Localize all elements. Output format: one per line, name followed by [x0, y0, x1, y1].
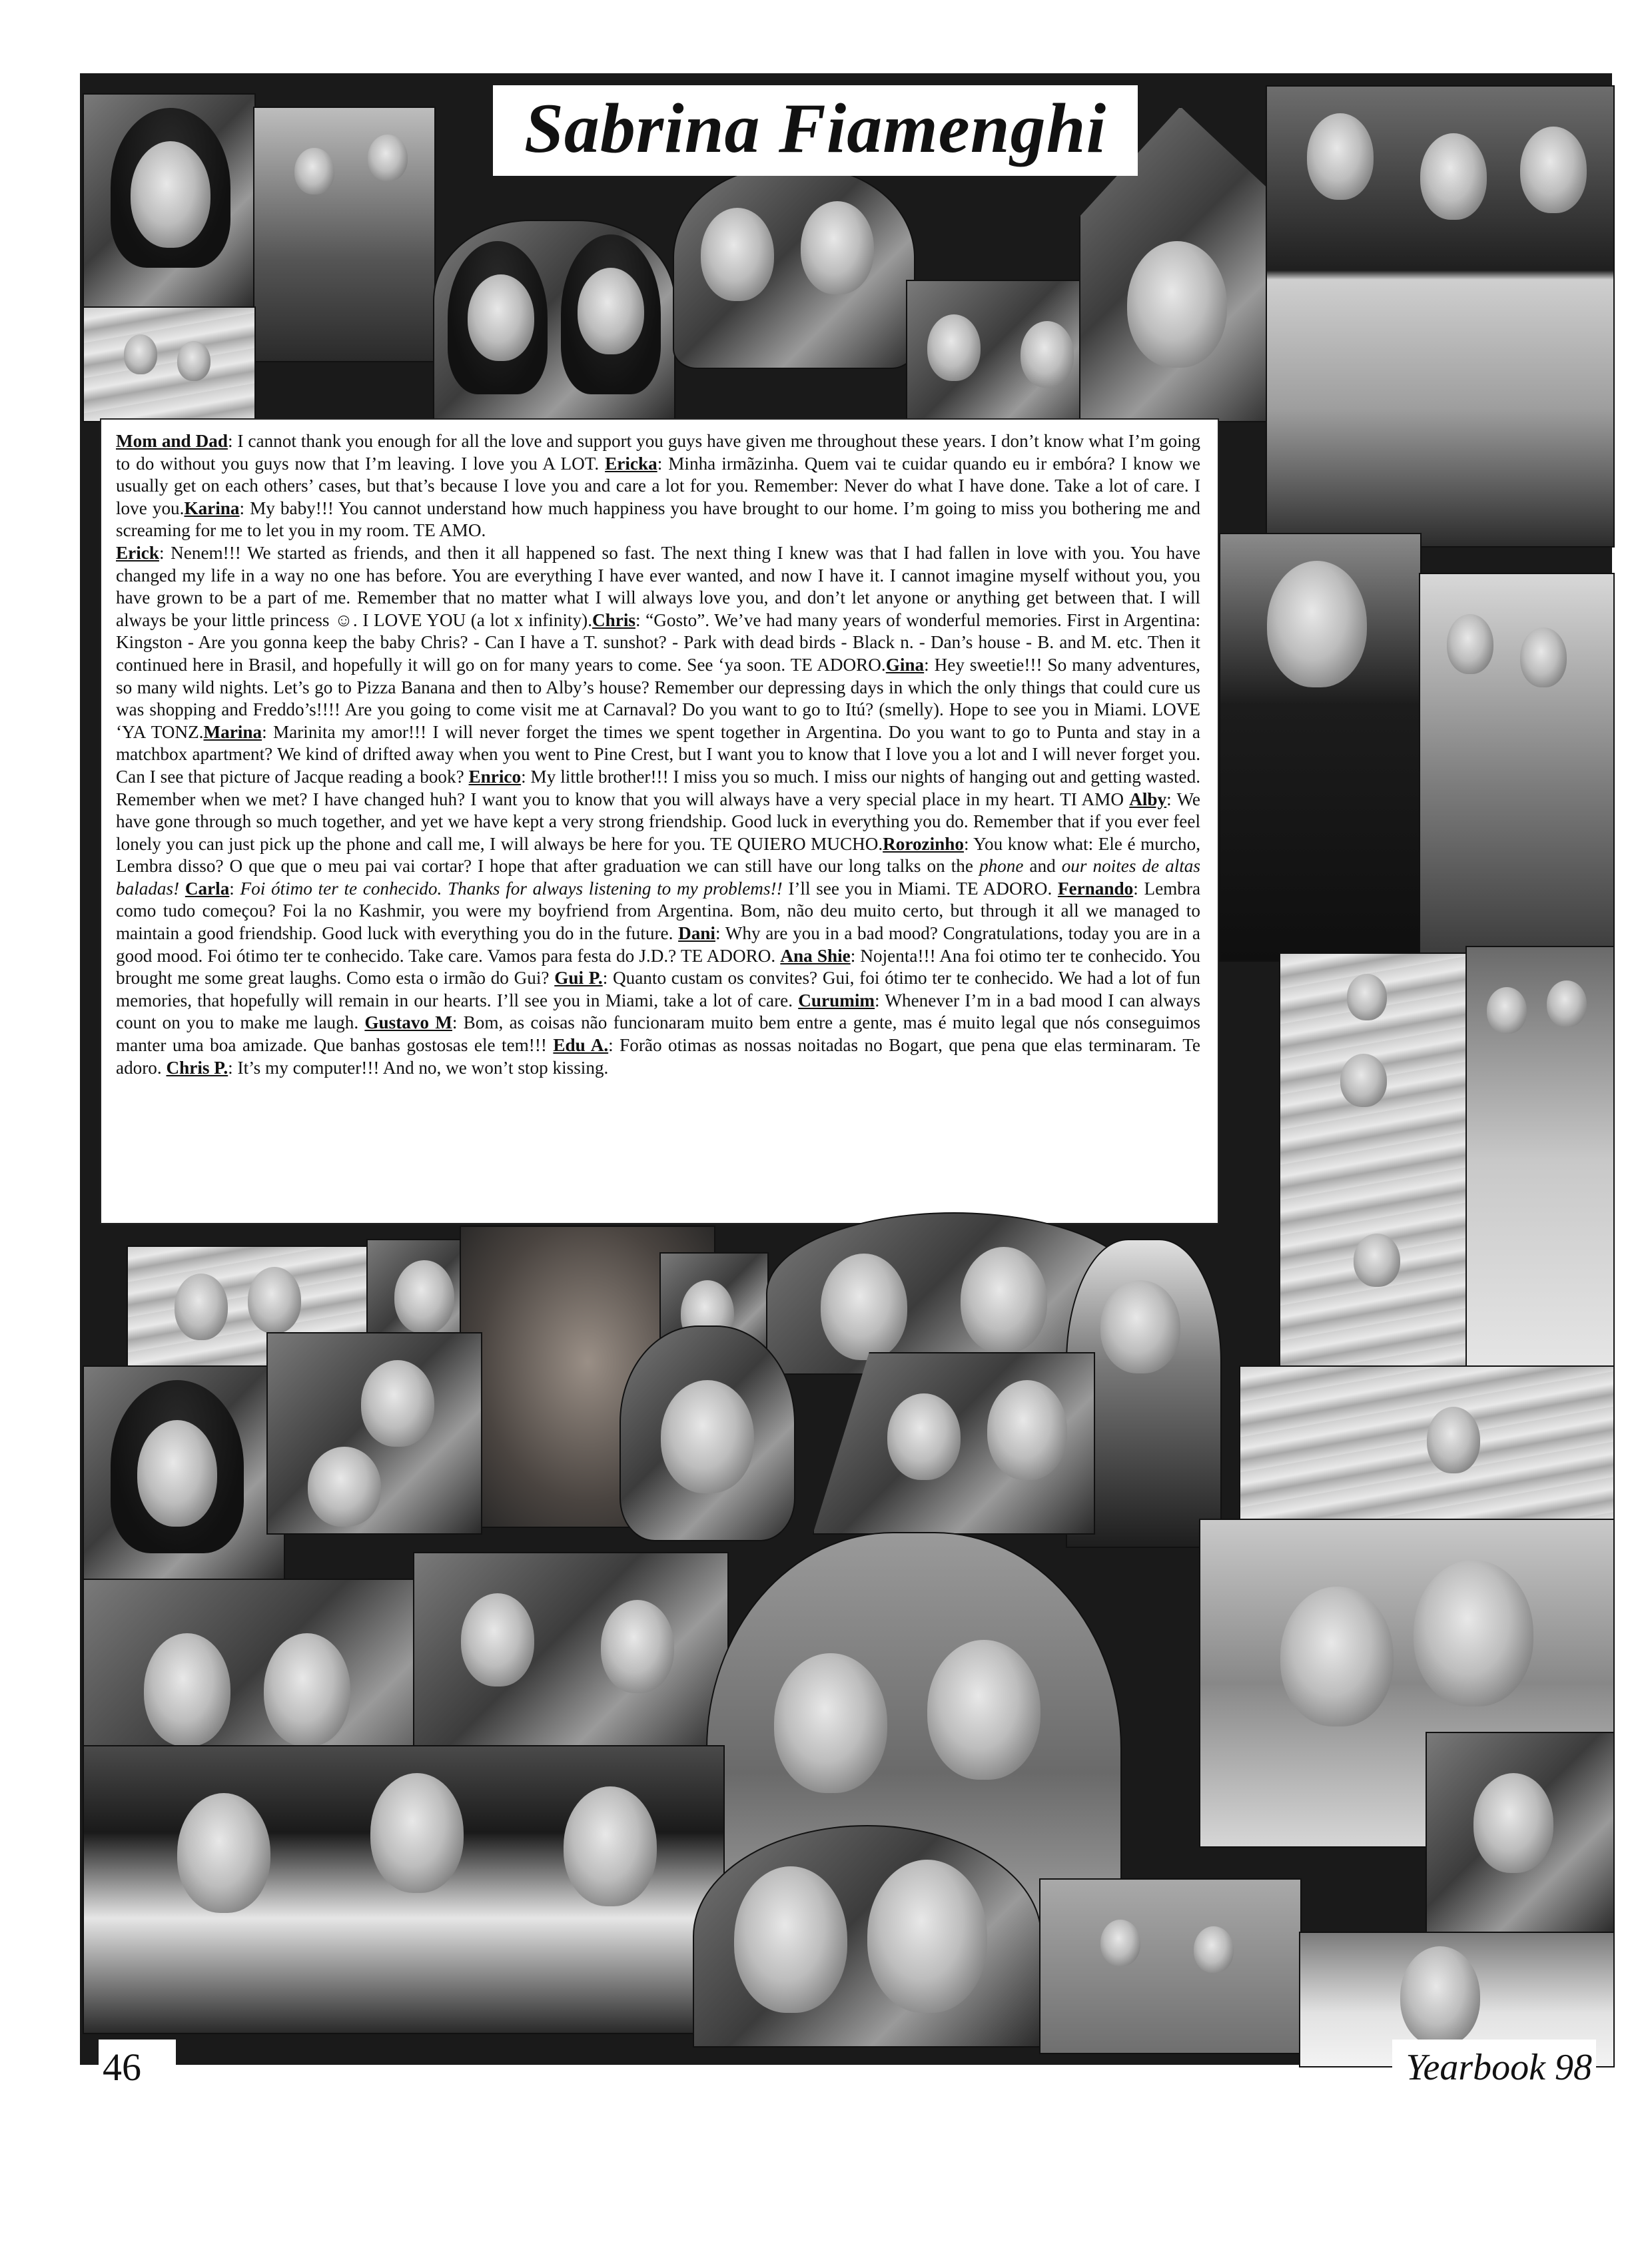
friend-name: Gina [885, 654, 925, 675]
message-text: : Hey sweetie!!! So many adventures, so many wild nights. Let’s go to Pizza Banana and then to Alby’s house? Remember our depressing days in which the only things that could cure us was shopping and Freddo’s!!!! Are you going to come visit me at Carnaval? Do you want to go to Itú? (smelly). Hope to see you in Miami. LOVE ‘YA TONZ. [116, 654, 1200, 742]
friend-name: Ericka [605, 453, 657, 474]
friend-name: Dani [678, 923, 715, 944]
photo-boys-caps [266, 1332, 482, 1535]
photo-two-girls-standing [1465, 946, 1615, 1375]
photo-portrait-top-left [83, 93, 256, 308]
photo-girl-sunglasses [620, 1325, 795, 1541]
friend-name: Ana Shie [780, 945, 851, 966]
friend-name: Edu A. [553, 1035, 609, 1056]
friend-name: Chris P. [166, 1057, 228, 1078]
friend-name: Karina [184, 498, 240, 518]
photo-pool-stacked-friends [1279, 952, 1481, 1375]
photo-two-girls [433, 220, 675, 422]
message-text: : My baby!!! You cannot understand how much happiness you have brought to our home. I’m going to miss you bothering me and screaming for me to let you in my room. TE AMO. [116, 498, 1201, 541]
message-text: : Minha irmãzinha. Quem vai te cuidar quando eu ir embóra? I know we usually get on each others’ cases, but that’s because I love you and care a lot for you. Remember: Never do what I have done. Take a lot of care. I love you. [116, 453, 1200, 518]
friend-name: Curumim [798, 990, 875, 1010]
friend-name: Erick [116, 542, 159, 563]
message-text: : Whenever I’m in a bad mood I can always count on you to make me laugh. [116, 990, 1200, 1033]
photo-girl-white-shirt [1426, 1732, 1615, 1934]
message-text: : You know what: Ele é murcho, Lembra disso? O que que o meu pai vai cortar? I hope that after graduation we can still have our long talks on the [116, 833, 1200, 877]
friend-name: Chris [592, 609, 635, 630]
friend-name: Rorozinho [883, 833, 965, 854]
message-paragraph-friends [116, 542, 1200, 1079]
photo-couple-close [673, 167, 915, 369]
message-text: : Lembra como tudo começou? Foi la no Kashmir, you were my boyfriend from Argentina. Bom, não deu muito certo, but through it all we managed to maintain a good friendship. Good luck with everything you do in the future. [116, 878, 1201, 944]
photo-boy-portrait [1219, 533, 1422, 962]
message-text: : [229, 878, 240, 899]
message-text: : Quanto custam os convites? Gui, foi ótimo ter te conhecido. We had a lot of fun memories, that hopefully will remain in our hearts. I’ll see you in Miami, take a lot of care. [116, 968, 1201, 1010]
message-text-italic: our noites de altas baladas! [116, 856, 1200, 899]
friend-name: Marina [203, 721, 262, 742]
friend-name: Mom and Dad [116, 431, 228, 451]
photo-trio-formal [83, 1745, 725, 2034]
friend-name: Fernando [1057, 878, 1134, 899]
message-text: : Nojenta!!! Ana foi otimo ter te conhecido. You brought me some great laughs. Como esta o irmão do Gui? [116, 945, 1200, 988]
message-text: : Why are you in a bad mood? Congratulations, today you are in a good mood. Foi ótimo ter te conhecido. Take care. Vamos para festa do J.D.? TE ADORO. [116, 923, 1200, 966]
message-text: : We have gone through so much together, and yet we have kept a very strong friendship. Good luck in everything you do. Remember that if you ever feel lonely you can just pick up the phone and call me, I will always be here for you. TE QUIERO MUCHO. [116, 789, 1200, 854]
photo-pool-couple-small [83, 306, 256, 422]
photo-two-boys [413, 1552, 729, 1748]
message-text: : I cannot thank you enough for all the love and support you guys have given me throughout these years. I don’t know what I’m going to do without you guys now that I’m leaving. I love you A LOT. [116, 431, 1200, 474]
friend-name: Gui P. [554, 968, 603, 988]
message-text: : Nenem!!! We started as friends, and then it all happened so fast. The next thing I knew was that I had fallen in love with you. You have changed my life in a way no one has before. You are everything I have ever wanted, and now I have it. I cannot imagine myself without you, you have grown to be a part of me. Remember that no matter what I will always love you, and don’t let anyone or anything get between that. I will always be your little princess ☺. I LOVE YOU (a lot x infinity). [116, 542, 1200, 630]
message-text-italic: phone [979, 856, 1024, 877]
photo-three-friends [1266, 85, 1615, 548]
photo-couple-standing [253, 107, 436, 362]
message-text: and [1023, 856, 1062, 877]
message-text: : Bom, as coisas não funcionaram muito bem entre a gente, mas é muito legal que nós conseguimos manter uma boa amizade. Que banhas gostosas ele tem!!! [116, 1012, 1201, 1056]
message-text: : Forão otimas as nossas noitadas no Bogart, que pena que elas terminaram. Te adoro. [116, 1035, 1200, 1078]
page-number: 46 [99, 2040, 176, 2095]
photo-two-girls-sitting [1419, 573, 1615, 962]
message-text: : It’s my computer!!! And no, we won’t stop kissing. [228, 1057, 609, 1078]
message-text: I’ll see you in Miami. TE ADORO. [782, 878, 1058, 899]
friend-name: Gustavo M [364, 1012, 452, 1033]
message-text: : “Gosto”. We’ve had many years of wonderful memories. First in Argentina: Kingston - Are you gonna keep the baby Chris? - Can I have a T. sunshot? - Park with dead birds - Black n. - Dan’s house - B. and M. etc. Then it continued here in Brasil, and hopefully it will go on for many years to come. See ‘ya soon. TE ADORO. [116, 609, 1201, 675]
friend-name: Carla [185, 878, 230, 899]
photo-two-girls-close [693, 1825, 1042, 2048]
photo-faded-family [1039, 1878, 1302, 2054]
friend-name: Enrico [468, 766, 522, 787]
message-text-block [100, 418, 1219, 1224]
photo-dog-pool [1239, 1365, 1615, 1528]
message-text: : My little brother!!! I miss you so much. I miss our nights of hanging out and getting wasted. Remember when we met? I have changed huh? I want you to know that you will always have a very special place in my heart. TI AMO [116, 766, 1200, 809]
friend-name: Alby [1129, 789, 1167, 809]
photo-girl-portrait-left [83, 1365, 285, 1581]
yearbook-label: Yearbook 98 [1392, 2040, 1596, 2095]
message-text: : Marinita my amor!!! I will never forget the times we spent together in Argentina. Do you want to go to Punta and stay in a matchbox apartment? We kind of drifted away when you went to Pine Crest, but I want you to know that I love you a lot and I will never forget you. Can I see that picture of Jacque reading a book? [116, 721, 1200, 787]
page-title: Sabrina Fiamenghi [493, 85, 1138, 176]
message-text [179, 879, 185, 899]
message-text-italic: Foi ótimo ter te conhecido. Thanks for always listening to my problems!! [240, 878, 783, 899]
photo-group-small [906, 280, 1108, 422]
message-paragraph-family [116, 430, 1200, 542]
